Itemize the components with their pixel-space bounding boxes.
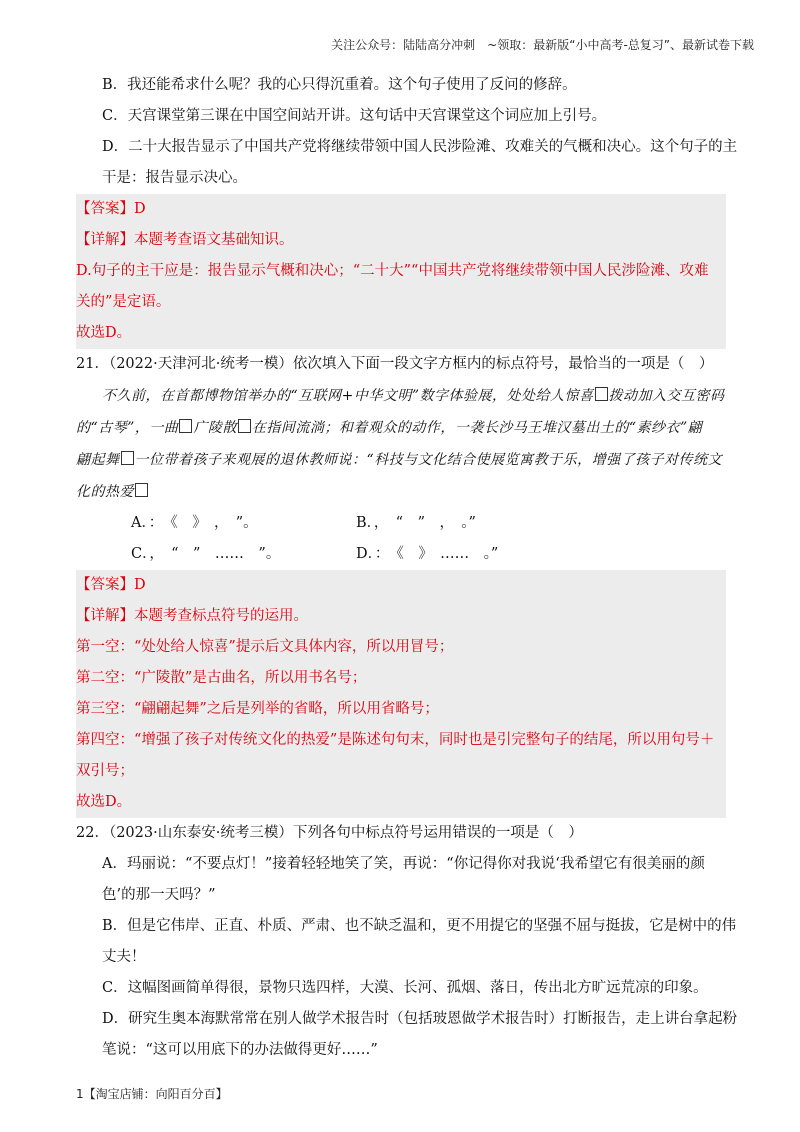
q21-option-c: C．， “ ” …… ”。 [131,546,281,562]
q20-explanation-2: 关的”是定语。 [76,294,171,310]
q20-option-d-line2: 干是：报告显示决心。 [102,170,247,186]
q22-option-d-line2: 笔说：“这可以用底下的办法做得更好……” [102,1042,378,1058]
q22-option-c: C．这幅图画简单得很，景物只选四样，大漠、长河、孤烟、落日，传出北方旷远荒凉的印象。 [102,980,708,996]
q22-option-a-line1: A．玛丽说：“不要点灯！”接着轻轻地笑了笑，再说：“你记得你对我说‘我希望它有很美丽的颜 [102,856,705,872]
q21-passage-line2: 的“古琴”，一曲 广陵散 在指间流淌；和着观众的动作，一袭长沙马王堆汉墓出土的“素纱衣”翩 [76,420,703,436]
q22-option-b-line1: B．但是它伟岸、正直、朴质、严肃、也不缺乏温和，更不用提它的坚强不屈与挺拔，它是树中的伟 [102,918,737,934]
q21-options-row1 [76,508,726,539]
blank-box-5 [135,483,148,497]
q21-conclusion: 故选D。 [76,794,132,810]
q20-explanation-1: D.句子的主干应是：报告显示气概和决心；“二十大”“中国共产党将继续带领中国人民涉险滩、攻难 [76,263,709,279]
q20-conclusion: 故选D。 [76,325,132,341]
blank-box-3 [238,419,251,433]
q21-passage-line4: 化的热爱 [76,476,726,508]
q21-explanation-2: 第二空：“广陵散”是古曲名，所以用书名号； [76,670,367,686]
q20-answer: 【答案】D [76,201,146,217]
q21-answer: 【答案】D [76,577,146,593]
q20-answer-box [76,194,726,349]
page-footer: 1【淘宝店铺：向阳百分百】 [76,1087,228,1101]
page-header: 关注公众号：陆陆高分冲刺 ~领取：最新版“小中高考-总复习”、最新试卷下载 [331,38,754,52]
q21-passage-line1: 不久前，在首都博物馆举办的“互联网+中华文明”数字体验展，处处给人惊喜 拨动加入交互密码 [102,388,725,404]
q21-options-row2 [76,539,726,570]
q21-explanation-1: 第一空：“处处给人惊喜”提示后文具体内容，所以用冒号； [76,639,454,655]
q21-explanation-5: 双引号； [76,763,134,779]
q21-option-b: B．， “ ” ， 。” [356,515,476,531]
blank-box-2 [179,419,192,433]
q21-option-d: D．： 《 》 …… 。” [356,546,499,562]
q20-option-c: C．天宫课堂第三课在中国空间站开讲。这句话中天宫课堂这个词应加上引号。 [102,108,607,124]
q21-option-a: A．： 《 》 ， ”。 [131,515,258,531]
q22-option-d-line1: D．研究生奥本海默常常在别人做学术报告时（包括玻恩做学术报告时）打断报告，走上讲台拿起粉 [102,1011,738,1027]
q21-passage-line3: 翩起舞 一位带着孩子来观展的退休教师说：“科技与文化结合使展览寓教于乐，增强了孩子对传统文 [76,452,723,468]
q21-detail: 【详解】本题考查标点符号的运用。 [76,608,308,624]
q20-option-b: B．我还能希求什么呢？我的心只得沉重着。这个句子使用了反问的修辞。 [102,77,577,93]
q20-detail: 【详解】本题考查语文基础知识。 [76,232,294,248]
q21-explanation-4: 第四空：“增强了孩子对传统文化的热爱”是陈述句句末，同时也是引完整句子的结尾，所以用句号＋ [76,732,715,748]
q21-answer-box [76,570,726,818]
q22-stem: 22．（2023·山东泰安·统考三模）下列各句中标点符号运用错误的一项是（ ） [76,825,583,841]
q22-option-a-line2: 色’的那一天吗？” [102,887,216,903]
blank-box-1 [595,387,608,401]
q20-option-d-line1: D．二十大报告显示了中国共产党将继续带领中国人民涉险滩、攻难关的气概和决心。这个句子的主 [102,139,738,155]
q22-option-b-line2: 丈夫！ [102,949,146,965]
document-body [76,70,738,1066]
blank-box-4 [121,451,134,465]
q21-explanation-3: 第三空：“翩翩起舞”之后是列举的省略，所以用省略号； [76,701,439,717]
q21-stem: 21．（2022·天津河北·统考一模）依次填入下面一段文字方框内的标点符号，最恰当的一项是（ ） [76,356,714,372]
